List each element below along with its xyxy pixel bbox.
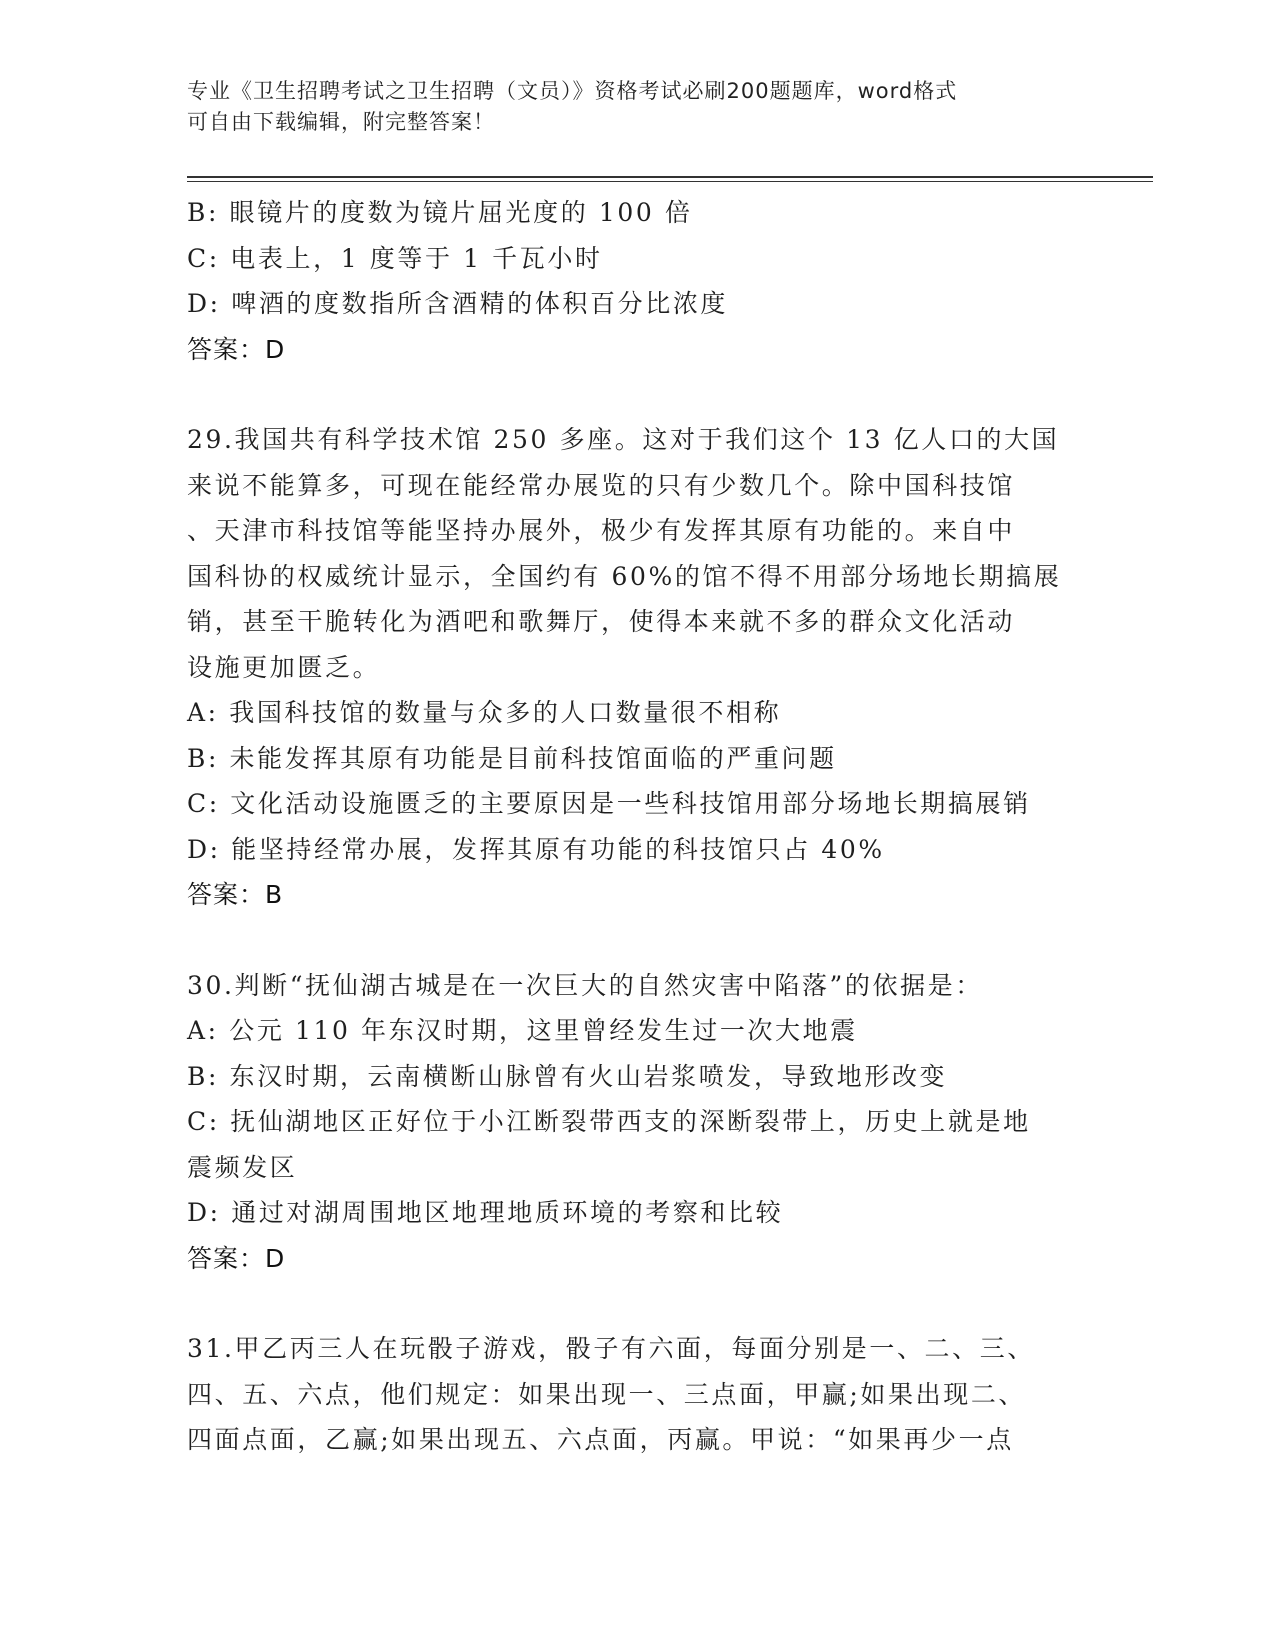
spacer	[187, 372, 1087, 417]
question-29	[187, 417, 1087, 918]
header-divider-thick	[187, 176, 1153, 178]
option-c: C: 文化活动设施匮乏的主要原因是一些科技馆用部分场地长期搞展销	[187, 789, 1031, 818]
option-d: D: 能坚持经常办展，发挥其原有功能的科技馆只占 40%	[187, 834, 885, 864]
question-stem-line: 国科协的权威统计显示，全国约有 60%的馆不得不用部分场地长期搞展	[187, 561, 1062, 591]
question-stem-line: 四、五、六点，他们规定：如果出现一、三点面，甲赢;如果出现二、	[187, 1379, 1027, 1409]
document-body	[187, 190, 1087, 1463]
header-divider-thin	[187, 181, 1153, 182]
option-c: C: 抚仙湖地区正好位于小江断裂带西支的深断裂带上，历史上就是地	[187, 1107, 1031, 1136]
question-stem-line: 设施更加匮乏。	[187, 652, 381, 682]
question-stem-line: 29.我国共有科学技术馆 250 多座。这对于我们这个 13 亿人口的大国	[187, 425, 1060, 454]
question-stem-line: 、天津市科技馆等能坚持办展外，极少有发挥其原有功能的。来自中	[187, 516, 1016, 545]
question-stem-line: 四面点面，乙赢;如果出现五、六点面，丙赢。甲说：“如果再少一点	[187, 1425, 1014, 1454]
header-title-line-1: 专业《卫生招聘考试之卫生招聘（文员）》资格考试必刷200题题库，word格式	[187, 79, 958, 103]
question-stem-line: 来说不能算多，可现在能经常办展览的只有少数几个。除中国科技馆	[187, 470, 1016, 500]
spacer	[187, 1281, 1087, 1326]
question-28-tail	[187, 190, 1087, 372]
option-b: B: 眼镜片的度数为镜片屈光度的 100 倍	[187, 198, 693, 227]
option-d: D: 通过对湖周围地区地理地质环境的考察和比较	[187, 1198, 784, 1227]
option-c: C: 电表上，1 度等于 1 千瓦小时	[187, 243, 603, 273]
option-c-continued: 震频发区	[187, 1152, 298, 1182]
question-stem-line: 销，甚至干脆转化为酒吧和歌舞厅，使得本来就不多的群众文化活动	[187, 607, 1016, 636]
question-31	[187, 1326, 1087, 1463]
option-a: A: 公元 110 年东汉时期，这里曾经发生过一次大地震	[187, 1016, 858, 1045]
answer-line: 答案：D	[187, 1243, 286, 1273]
option-d: D: 啤酒的度数指所含酒精的体积百分比浓度	[187, 289, 729, 318]
option-a: A: 我国科技馆的数量与众多的人口数量很不相称	[187, 698, 782, 727]
question-stem-line: 31.甲乙丙三人在玩骰子游戏，骰子有六面，每面分别是一、二、三、	[187, 1334, 1035, 1363]
question-stem-line: 30.判断“抚仙湖古城是在一次巨大的自然灾害中陷落”的依据是：	[187, 970, 983, 1000]
question-30	[187, 963, 1087, 1282]
header-title-line-2: 可自由下载编辑，附完整答案！	[187, 110, 495, 134]
answer-line: 答案：D	[187, 334, 286, 364]
answer-line: 答案：B	[187, 880, 284, 909]
option-b: B: 东汉时期，云南横断山脉曾有火山岩浆喷发，导致地形改变	[187, 1061, 948, 1091]
option-b: B: 未能发挥其原有功能是目前科技馆面临的严重问题	[187, 743, 837, 773]
document-header	[187, 76, 1067, 138]
spacer	[187, 918, 1087, 963]
